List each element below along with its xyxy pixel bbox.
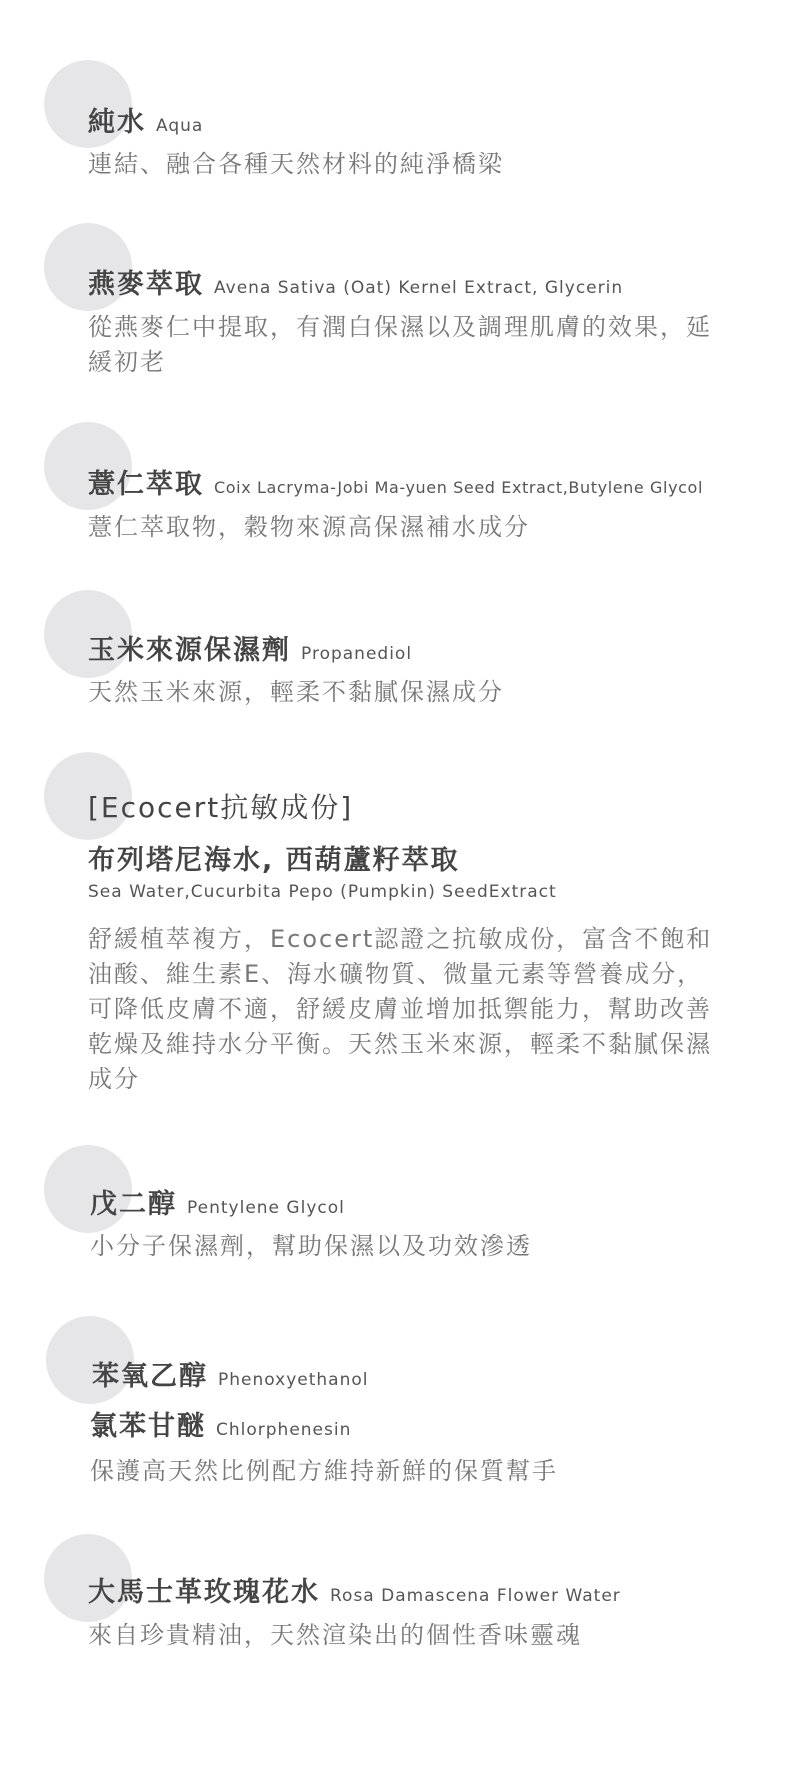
ingredient-name-en: Coix Lacryma-Jobi Ma-yuen Seed Extract,Butylene Glycol — [214, 478, 703, 497]
ingredient-name-cn: 純水 — [88, 107, 146, 138]
ingredient-description: 保護高天然比例配方維持新鮮的保質幫手 — [90, 1457, 558, 1485]
ingredient-tag: [Ecocert抗敏成份] — [88, 791, 354, 824]
ingredient-heading — [88, 1570, 621, 1609]
ingredient-heading — [88, 462, 703, 501]
ingredient-heading — [88, 262, 623, 301]
ingredient-name-en: Sea Water,Cucurbita Pepo (Pumpkin) SeedExtract — [88, 882, 557, 902]
ingredient-name-cn: 苯氧乙醇 — [92, 1361, 208, 1392]
ingredient-description: 天然玉米來源，輕柔不黏膩保濕成分 — [88, 678, 504, 706]
ingredient-name-cn: 大馬士革玫瑰花水 — [88, 1577, 320, 1608]
ingredient-heading — [92, 1354, 368, 1393]
ingredient-heading — [90, 1182, 345, 1221]
ingredient-name-cn: 薏仁萃取 — [88, 469, 204, 500]
ingredient-description: 從燕麥仁中提取，有潤白保濕以及調理肌膚的效果，延緩初老 — [88, 313, 712, 376]
ingredient-name-en: Aqua — [156, 116, 204, 136]
ingredient-name-en: Pentylene Glycol — [187, 1198, 345, 1218]
ingredient-name-cn: 戊二醇 — [90, 1189, 177, 1220]
ingredient-name-en: Phenoxyethanol — [218, 1370, 369, 1390]
ingredient-description: 來自珍貴精油，天然渲染出的個性香味靈魂 — [88, 1621, 582, 1649]
ingredient-heading — [88, 100, 203, 139]
ingredient-description: 舒緩植萃複方，Ecocert認證之抗敏成份，富含不飽和油酸、維生素E、海水礦物質、微量元素等營養成分，可降低皮膚不適，舒緩皮膚並增加抵禦能力，幫助改善乾燥及維持水分平衡。天然玉米來源，輕柔不黏膩保濕成分 — [88, 925, 713, 1093]
ingredient-name-en: Rosa Damascena Flower Water — [330, 1586, 621, 1606]
ingredient-name-cn: 燕麥萃取 — [88, 269, 204, 300]
ingredient-heading — [88, 838, 460, 877]
ingredient-description: 小分子保濕劑，幫助保濕以及功效滲透 — [90, 1232, 532, 1260]
ingredient-name-en: Avena Sativa (Oat) Kernel Extract, Glycerin — [214, 278, 624, 298]
ingredient-name-cn: 布列塔尼海水, 西葫蘆籽萃取 — [88, 845, 460, 876]
ingredient-heading-secondary — [90, 1404, 351, 1443]
ingredient-name-cn: 玉米來源保濕劑 — [88, 635, 291, 666]
ingredient-description: 連結、融合各種天然材料的純淨橋梁 — [88, 150, 504, 178]
ingredient-description: 薏仁萃取物，穀物來源高保濕補水成分 — [88, 513, 530, 541]
ingredient-heading — [88, 628, 412, 667]
ingredient-name-cn: 氯苯甘醚 — [90, 1411, 206, 1442]
ingredient-name-en: Chlorphenesin — [216, 1420, 352, 1440]
ingredient-name-en: Propanediol — [301, 644, 413, 664]
